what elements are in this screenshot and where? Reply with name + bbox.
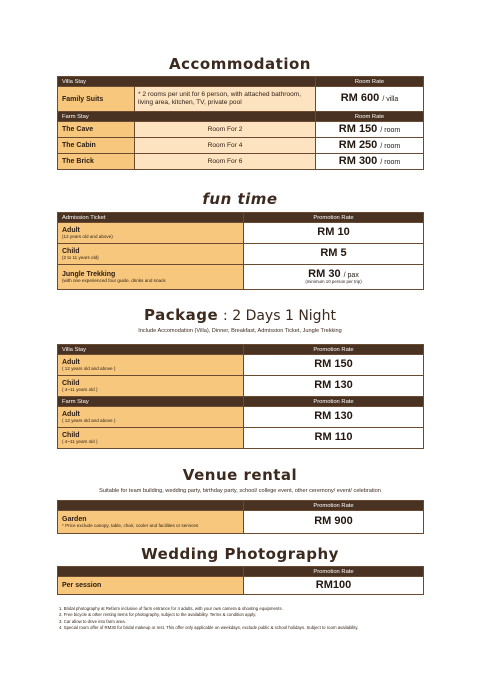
garden-name: Garden: [62, 516, 87, 523]
room-desc: Room For 6: [135, 154, 316, 170]
package-table: [57, 344, 424, 449]
ticket-name: Child: [62, 248, 80, 255]
package-price: RM 110: [244, 428, 424, 449]
promotion-rate-header: Promotion Rate: [244, 501, 424, 511]
admission-header-row: [58, 213, 424, 223]
package-age: ( 12 years old and above ): [62, 418, 116, 423]
venue-suitable: Suitable for team building, wedding party, birthday party, school/ college event, other ceremony/ event/ celebration: [99, 488, 381, 494]
price-note: (minimum 10 person per trip): [305, 279, 362, 285]
venue-rental-title: Venue rental: [182, 466, 298, 484]
table-row: [58, 244, 424, 265]
table-row: [58, 407, 424, 428]
room-label: The Cabin: [58, 138, 135, 154]
package-label: [58, 355, 244, 376]
table-row: [58, 223, 424, 244]
package-name: Child: [62, 432, 80, 439]
garden-label: [58, 511, 244, 534]
villa-stay-header-row: [58, 345, 424, 355]
promotion-rate-header: Promotion Rate: [244, 213, 424, 223]
villa-stay-header-row: [58, 77, 424, 87]
wedding-table: [57, 566, 424, 595]
footnote: 1. Bridal photography at Refarm inclusive of farm entrance for 4 adults, with your own camera & shooting equipments.: [59, 606, 283, 611]
price-value: RM 600: [340, 92, 380, 105]
ticket-note: (with one experienced four guide, drinks and snack: [62, 278, 166, 283]
table-row: [58, 577, 424, 595]
room-price: [316, 138, 424, 154]
table-row: [58, 511, 424, 534]
package-price: RM 150: [244, 355, 424, 376]
jungle-trekking-price: [244, 265, 424, 290]
promotion-rate-header: Promotion Rate: [244, 397, 424, 407]
room-label: The Brick: [58, 154, 135, 170]
table-row: [58, 428, 424, 449]
venue-table: [57, 500, 424, 534]
ticket-price: RM 5: [244, 244, 424, 265]
price-unit: / room: [380, 126, 401, 134]
package-price: RM 130: [244, 407, 424, 428]
ticket-age: (2 to 11 years old): [62, 255, 99, 260]
villa-stay-header: Villa Stay: [58, 345, 244, 355]
price-unit: / villa: [382, 96, 399, 104]
price-unit: / pax: [343, 271, 359, 279]
package-name: Child: [62, 380, 80, 387]
footnote: 4. Special room offer of RM30 for bridal makeup or rest. This offer only applicable on weekdays, exclude public & school holidays. Subject to room availability.: [59, 625, 359, 631]
per-session-price: RM100: [244, 577, 424, 595]
price-unit: / room: [380, 142, 401, 150]
venue-header-blank: [58, 501, 244, 511]
wedding-photography-title: Wedding Photography: [141, 545, 339, 563]
family-suits-desc: * 2 rooms per unit for 6 person, with attached bathroom, living area, kitchen, TV, private pool: [135, 87, 316, 112]
table-row: [58, 87, 424, 112]
package-label: [58, 407, 244, 428]
table-row: [58, 265, 424, 290]
package-age: ( 4~11 years old ): [62, 387, 98, 392]
farm-stay-header-row: [58, 112, 424, 122]
ticket-name: Adult: [62, 227, 80, 234]
price-unit: / room: [380, 158, 401, 166]
fun-time-title: fun time: [202, 190, 278, 208]
room-rate-header: Room Rate: [316, 77, 424, 87]
ticket-name: Jungle Trekking: [62, 271, 116, 278]
ticket-price: RM 10: [244, 223, 424, 244]
accommodation-title: Accommodation: [169, 55, 311, 73]
per-session-label: Per session: [58, 577, 244, 595]
ticket-age: (12 years old and above): [62, 234, 113, 239]
package-label: [58, 376, 244, 397]
wedding-header-blank: [58, 567, 244, 577]
promotion-rate-header: Promotion Rate: [244, 345, 424, 355]
admission-ticket-header: Admission Ticket: [58, 213, 244, 223]
table-row: [58, 355, 424, 376]
footnotes: [59, 606, 429, 632]
table-row: [58, 376, 424, 397]
price-value: RM 300: [338, 154, 378, 167]
villa-stay-header: Villa Stay: [58, 77, 316, 87]
ticket-label: [58, 223, 244, 244]
package-age: ( 4~11 years old ): [62, 439, 98, 444]
wedding-header-row: [58, 567, 424, 577]
table-row: [58, 138, 424, 154]
price-value: RM 150: [338, 122, 378, 135]
package-name: Adult: [62, 359, 80, 366]
package-name: Adult: [62, 411, 80, 418]
room-desc: Room For 4: [135, 138, 316, 154]
footnote: 3. Car allow to drive into farm area.: [59, 618, 126, 624]
farm-stay-header-row: [58, 397, 424, 407]
package-label: [58, 428, 244, 449]
price-value: RM 30: [308, 267, 341, 280]
fun-time-table: [57, 212, 424, 290]
room-rate-header: Room Rate: [316, 112, 424, 122]
package-age: ( 12 years old and above ): [62, 366, 116, 371]
venue-header-row: [58, 501, 424, 511]
garden-price: RM 900: [244, 511, 424, 534]
table-row: [58, 154, 424, 170]
package-title-rest: : 2 Days 1 Night: [223, 308, 336, 324]
family-suits-label: Family Suits: [58, 87, 135, 112]
package-price: RM 130: [244, 376, 424, 397]
promotion-rate-header: Promotion Rate: [244, 567, 424, 577]
room-desc: Room For 2: [135, 122, 316, 138]
room-price: [316, 154, 424, 170]
footnote: 2. Free bicycle & other renting items for photography, subject to the availability. Terms & condition apply.: [59, 612, 257, 618]
farm-stay-header: Farm Stay: [58, 397, 244, 407]
package-includes: Include Accomodation (Villa), Dinner, Breakfast, Admission Ticket, Jungle Trekking: [138, 328, 342, 334]
price-value: RM 250: [338, 138, 378, 151]
ticket-label: [58, 244, 244, 265]
farm-stay-header: Farm Stay: [58, 112, 316, 122]
room-label: The Cave: [58, 122, 135, 138]
room-price: [316, 122, 424, 138]
accommodation-table: [57, 76, 424, 170]
garden-note: * Price exclude canopy, table, chair, cooler and facilities or services: [62, 523, 199, 528]
family-suits-price: [316, 87, 424, 112]
table-row: [58, 122, 424, 138]
jungle-trekking-label: [58, 265, 244, 290]
package-title-main: Package: [144, 306, 219, 324]
package-title: [0, 306, 480, 324]
